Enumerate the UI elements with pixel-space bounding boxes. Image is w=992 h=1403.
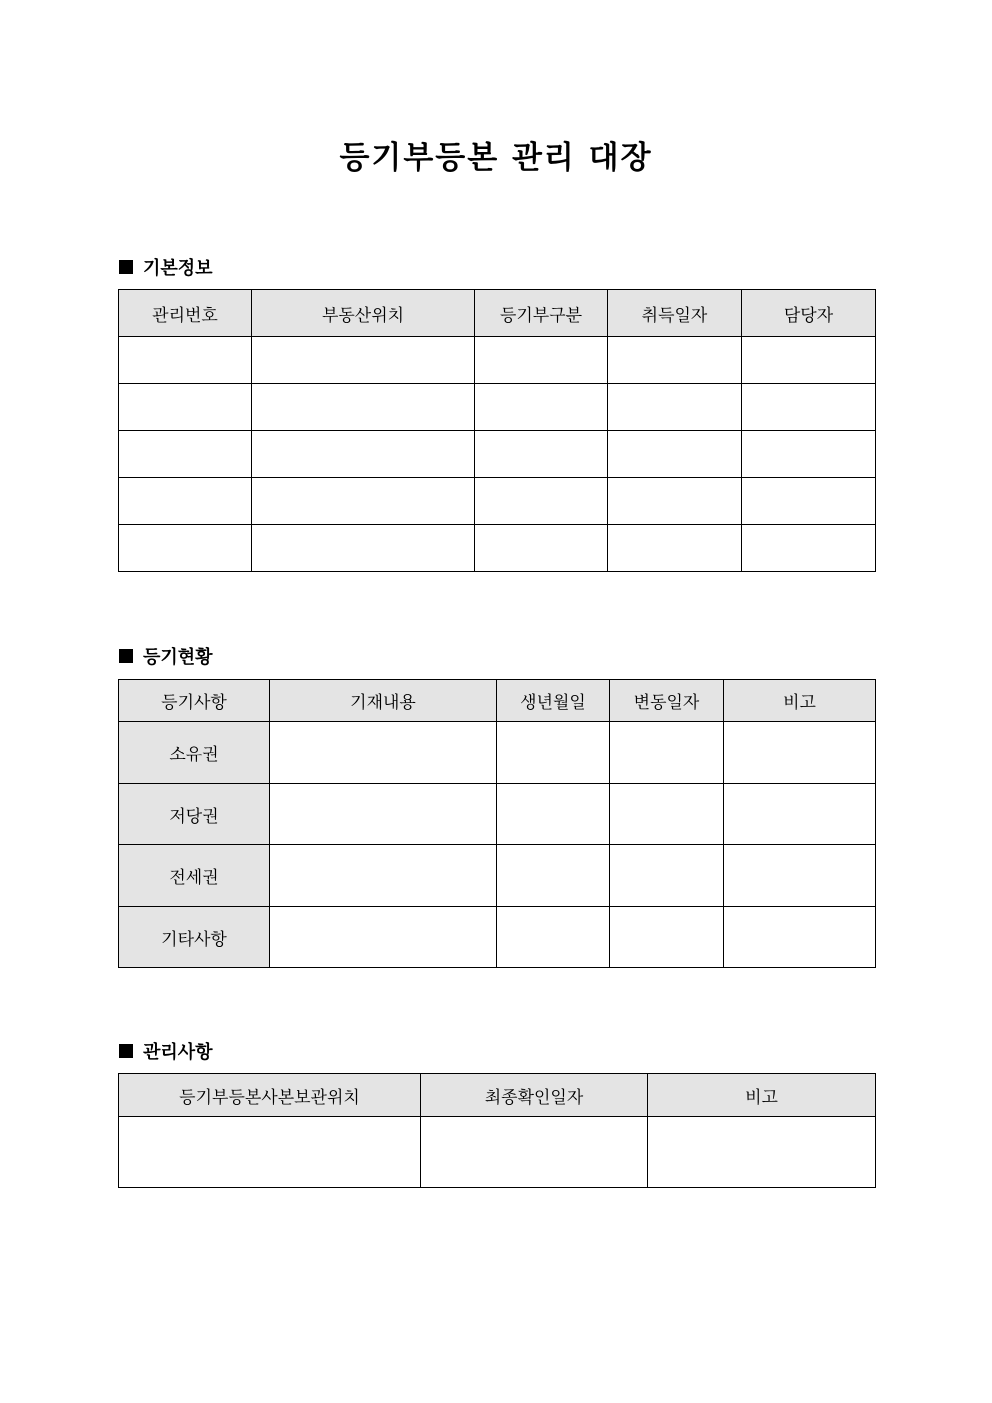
table-cell[interactable] bbox=[610, 722, 724, 784]
registry-status-table bbox=[118, 679, 876, 968]
row-label-mortgage: 저당권 bbox=[119, 784, 270, 845]
column-header: 최종확인일자 bbox=[421, 1074, 648, 1117]
table-cell[interactable] bbox=[497, 722, 610, 784]
table-cell[interactable] bbox=[648, 1117, 876, 1188]
table-cell[interactable] bbox=[252, 478, 475, 525]
column-header: 변동일자 bbox=[610, 680, 724, 722]
table-cell[interactable] bbox=[252, 525, 475, 572]
table-cell[interactable] bbox=[608, 384, 742, 431]
table-row bbox=[119, 907, 876, 968]
table-cell[interactable] bbox=[742, 431, 876, 478]
table-cell[interactable] bbox=[742, 384, 876, 431]
table-cell[interactable] bbox=[119, 1117, 421, 1188]
table-cell[interactable] bbox=[119, 525, 252, 572]
table-cell[interactable] bbox=[270, 784, 497, 845]
table-row bbox=[119, 845, 876, 907]
table-cell[interactable] bbox=[475, 337, 608, 384]
table-row bbox=[119, 722, 876, 784]
table-cell[interactable] bbox=[724, 784, 876, 845]
table-cell[interactable] bbox=[475, 478, 608, 525]
section-heading-management bbox=[119, 1038, 213, 1064]
table-cell[interactable] bbox=[608, 337, 742, 384]
table-cell[interactable] bbox=[742, 478, 876, 525]
table-cell[interactable] bbox=[475, 525, 608, 572]
table-cell[interactable] bbox=[119, 478, 252, 525]
table-cell[interactable] bbox=[610, 845, 724, 907]
table-cell[interactable] bbox=[252, 337, 475, 384]
table-cell[interactable] bbox=[119, 384, 252, 431]
table-cell[interactable] bbox=[608, 478, 742, 525]
table-row bbox=[119, 525, 876, 572]
section-heading-label: 기본정보 bbox=[143, 258, 213, 279]
section-heading-registry-status bbox=[119, 643, 213, 669]
black-square-icon bbox=[119, 260, 133, 274]
table-header-row bbox=[119, 680, 876, 722]
table-cell[interactable] bbox=[252, 431, 475, 478]
table-cell[interactable] bbox=[497, 784, 610, 845]
table-cell[interactable] bbox=[742, 525, 876, 572]
table-cell[interactable] bbox=[270, 722, 497, 784]
column-header: 등기사항 bbox=[119, 680, 270, 722]
row-label-lease-right: 전세권 bbox=[119, 845, 270, 907]
column-header: 비고 bbox=[648, 1074, 876, 1117]
column-header: 등기부구분 bbox=[475, 290, 608, 337]
page-title: 등기부등본 관리 대장 bbox=[339, 140, 653, 176]
column-header: 취득일자 bbox=[608, 290, 742, 337]
table-cell[interactable] bbox=[610, 907, 724, 968]
row-label-other: 기타사항 bbox=[119, 907, 270, 968]
column-header: 부동산위치 bbox=[252, 290, 475, 337]
black-square-icon bbox=[119, 649, 133, 663]
table-cell[interactable] bbox=[724, 907, 876, 968]
section-heading-basic-info bbox=[119, 254, 213, 280]
table-cell[interactable] bbox=[497, 845, 610, 907]
table-row bbox=[119, 337, 876, 384]
section-heading-label: 관리사항 bbox=[143, 1042, 213, 1063]
table-row bbox=[119, 384, 876, 431]
column-header: 관리번호 bbox=[119, 290, 252, 337]
column-header: 비고 bbox=[724, 680, 876, 722]
table-cell[interactable] bbox=[270, 907, 497, 968]
table-header-row bbox=[119, 290, 876, 337]
table-cell[interactable] bbox=[724, 845, 876, 907]
section-heading-label: 등기현황 bbox=[143, 647, 213, 668]
table-row bbox=[119, 478, 876, 525]
table-header-row bbox=[119, 1074, 876, 1117]
column-header: 담당자 bbox=[742, 290, 876, 337]
table-cell[interactable] bbox=[475, 384, 608, 431]
table-cell[interactable] bbox=[252, 384, 475, 431]
column-header: 기재내용 bbox=[270, 680, 497, 722]
table-row bbox=[119, 431, 876, 478]
table-row bbox=[119, 784, 876, 845]
table-row bbox=[119, 1117, 876, 1188]
column-header: 등기부등본사본보관위치 bbox=[119, 1074, 421, 1117]
table-cell[interactable] bbox=[608, 525, 742, 572]
table-cell[interactable] bbox=[119, 431, 252, 478]
column-header: 생년월일 bbox=[497, 680, 610, 722]
black-square-icon bbox=[119, 1044, 133, 1058]
table-cell[interactable] bbox=[610, 784, 724, 845]
table-cell[interactable] bbox=[119, 337, 252, 384]
table-cell[interactable] bbox=[475, 431, 608, 478]
table-cell[interactable] bbox=[742, 337, 876, 384]
table-cell[interactable] bbox=[724, 722, 876, 784]
basic-info-table bbox=[118, 289, 876, 572]
row-label-ownership: 소유권 bbox=[119, 722, 270, 784]
table-cell[interactable] bbox=[421, 1117, 648, 1188]
table-cell[interactable] bbox=[270, 845, 497, 907]
table-cell[interactable] bbox=[497, 907, 610, 968]
table-cell[interactable] bbox=[608, 431, 742, 478]
management-table bbox=[118, 1073, 876, 1188]
